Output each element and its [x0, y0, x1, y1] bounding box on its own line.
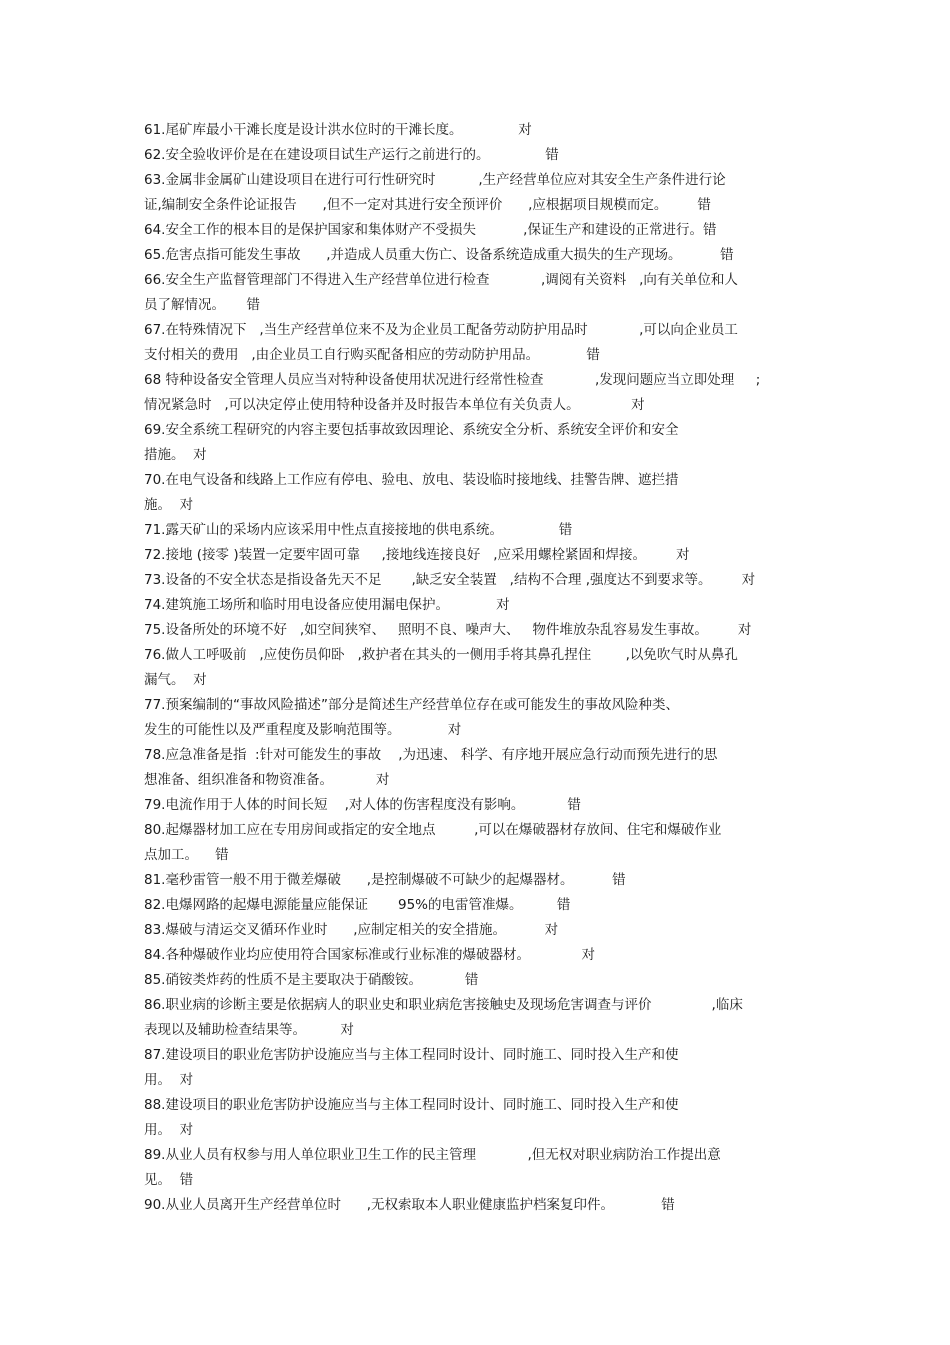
- question-text: 68 特种设备安全管理人员应当对特种设备使用状况进行经常性检查 ,发现问题应当立即处理 ;: [144, 372, 761, 388]
- question-text: 90.从业人员离开生产经营单位时 ,无权索取本人职业健康监护档案复印件。 错: [144, 1197, 675, 1213]
- question-text: 80.起爆器材加工应在专用房间或指定的安全地点 ,可以在爆破器材存放间、住宅和爆破作业: [144, 822, 722, 838]
- question-text-continued: 表现以及辅助检查结果等。 对: [144, 1022, 354, 1038]
- question-text-continued: 证,编制安全条件论证报告 ,但不一定对其进行安全预评价 ,应根据项目规模而定。 错: [144, 197, 711, 213]
- question-text: 84.各种爆破作业均应使用符合国家标准或行业标准的爆破器材。 对: [144, 947, 595, 963]
- question-text: 89.从业人员有权参与用人单位职业卫生工作的民主管理 ,但无权对职业病防治工作提出意: [144, 1147, 721, 1163]
- question-text-continued: 见。 错: [144, 1172, 194, 1188]
- question-text-continued: 员了解情况。 错: [144, 297, 260, 313]
- question-text: 65.危害点指可能发生事故 ,并造成人员重大伤亡、设备系统造成重大损失的生产现场。 错: [144, 247, 734, 263]
- question-text: 87.建设项目的职业危害防护设施应当与主体工程同时设计、同时施工、同时投入生产和使: [144, 1047, 679, 1063]
- question-text: 66.安全生产监督管理部门不得进入生产经营单位进行检查 ,调阅有关资料 ,向有关单位和人: [144, 272, 738, 288]
- question-text: 74.建筑施工场所和临时用电设备应使用漏电保护。 对: [144, 597, 510, 613]
- question-text: 79.电流作用于人体的时间长短 ,对人体的伤害程度没有影响。 错: [144, 797, 581, 813]
- question-text: 75.设备所处的环境不好 ,如空间狭窄、 照明不良、噪声大、 物件堆放杂乱容易发生事故。 对: [144, 622, 752, 638]
- question-text-continued: 想准备、组织准备和物资准备。 对: [144, 772, 390, 788]
- question-text-continued: 发生的可能性以及严重程度及影响范围等。 对: [144, 722, 462, 738]
- question-text-continued: 用。 对: [144, 1072, 194, 1088]
- question-text: 73.设备的不安全状态是指设备先天不足 ,缺乏安全装置 ,结构不合理 ,强度达不到要求等。 对: [144, 572, 756, 588]
- question-text: 86.职业病的诊断主要是依据病人的职业史和职业病危害接触史及现场危害调查与评价 ,临床: [144, 997, 743, 1013]
- question-text: 88.建设项目的职业危害防护设施应当与主体工程同时设计、同时施工、同时投入生产和使: [144, 1097, 679, 1113]
- question-text: 72.接地 (接零 )装置一定要牢固可靠 ,接地线连接良好 ,应采用螺栓紧固和焊接。 对: [144, 547, 690, 563]
- question-text: 85.硝铵类炸药的性质不是主要取决于硝酸铵。 错: [144, 972, 479, 988]
- question-text-continued: 施。 对: [144, 497, 194, 513]
- question-text-continued: 用。 对: [144, 1122, 194, 1138]
- question-text-continued: 漏气。 对: [144, 672, 207, 688]
- question-text: 67.在特殊情况下 ,当生产经营单位来不及为企业员工配备劳动防护用品时 ,可以向企业员工: [144, 322, 738, 338]
- question-text: 63.金属非金属矿山建设项目在进行可行性研究时 ,生产经营单位应对其安全生产条件进行论: [144, 172, 726, 188]
- question-text: 71.露天矿山的采场内应该采用中性点直接接地的供电系统。 错: [144, 522, 573, 538]
- question-text: 69.安全系统工程研究的内容主要包括事故致因理论、系统安全分析、系统安全评价和安全: [144, 422, 679, 438]
- question-text-continued: 措施。 对: [144, 447, 207, 463]
- question-text: 70.在电气设备和线路上工作应有停电、验电、放电、装设临时接地线、挂警告牌、遮拦措: [144, 472, 679, 488]
- question-text: 64.安全工作的根本目的是保护国家和集体财产不受损失 ,保证生产和建设的正常进行。错: [144, 222, 717, 238]
- question-text: 62.安全验收评价是在在建设项目试生产运行之前进行的。 错: [144, 147, 559, 163]
- question-text: 82.电爆网路的起爆电源能量应能保证 95%的电雷管准爆。 错: [144, 897, 571, 913]
- question-text-continued: 点加工。 错: [144, 847, 229, 863]
- question-text: 78.应急准备是指 :针对可能发生的事故 ,为迅速、 科学、有序地开展应急行动而预先进行的思: [144, 747, 718, 763]
- question-text: 81.毫秒雷管一般不用于微差爆破 ,是控制爆破不可缺少的起爆器材。 错: [144, 872, 626, 888]
- question-text: 77.预案编制的“事故风险描述”部分是简述生产经营单位存在或可能发生的事故风险种类、: [144, 697, 679, 713]
- question-text: 61.尾矿库最小干滩长度是设计洪水位时的干滩长度。 对: [144, 122, 532, 138]
- question-text: 83.爆破与清运交叉循环作业时 ,应制定相关的安全措施。 对: [144, 922, 559, 938]
- question-text: 76.做人工呼吸前 ,应使伤员仰卧 ,救护者在其头的一侧用手将其鼻孔捏住 ,以免吹气时从鼻孔: [144, 647, 738, 663]
- question-text-continued: 支付相关的费用 ,由企业员工自行购买配备相应的劳动防护用品。 错: [144, 347, 600, 363]
- question-text-continued: 情况紧急时 ,可以决定停止使用特种设备并及时报告本单位有关负责人。 对: [144, 397, 645, 413]
